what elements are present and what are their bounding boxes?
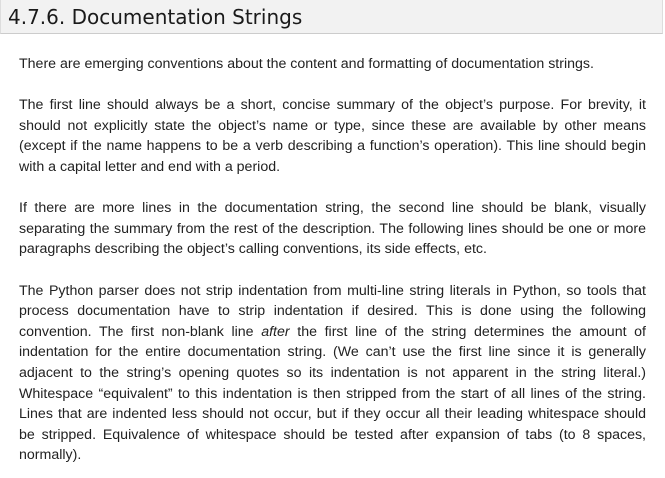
paragraph-4-emphasis: after	[261, 323, 290, 340]
paragraph-3: If there are more lines in the documentation string, the second line should be blank, visually separating the summary from the rest of the description. The following lines should be one or more paragraphs describing the object’s calling conventions, its side effects, etc.	[19, 200, 646, 258]
paragraph-4-text-start: The Python parser does not strip indentation from multi-line string literals in Python, so tools that process documentation have to strip indentation if desired. This is done using the following convention. The first non-blank line	[19, 282, 646, 340]
paragraph-4	[19, 281, 646, 466]
paragraph-2: The first line should always be a short, concise summary of the object’s purpose. For brevity, it should not explicitly state the object’s name or type, since these are available by other means (except if the name happens to be a verb describing a function’s operation). This line should begin with a capital letter and end with a period.	[19, 97, 646, 175]
paragraph-1: There are emerging conventions about the content and formatting of documentation strings.	[19, 56, 594, 72]
section-heading-bar	[0, 0, 663, 34]
section-title: 4.7.6. Documentation Strings	[8, 5, 303, 29]
paragraph-4-text-end: the first line of the string determines the amount of indentation for the entire documentation string. (We can’t use the first line since it is generally adjacent to the string’s opening quotes so its indentation is not apparent in the string literal.) Whitespace “equivalent” to this indentation is then stripped from the start of all lines of the string. Lines that are indented less should not occur, but if they occur all their leading whitespace should be stripped. Equivalence of whitespace should be tested after expansion of tabs (to 8 spaces, normally).	[19, 323, 646, 464]
section-body	[19, 54, 646, 466]
